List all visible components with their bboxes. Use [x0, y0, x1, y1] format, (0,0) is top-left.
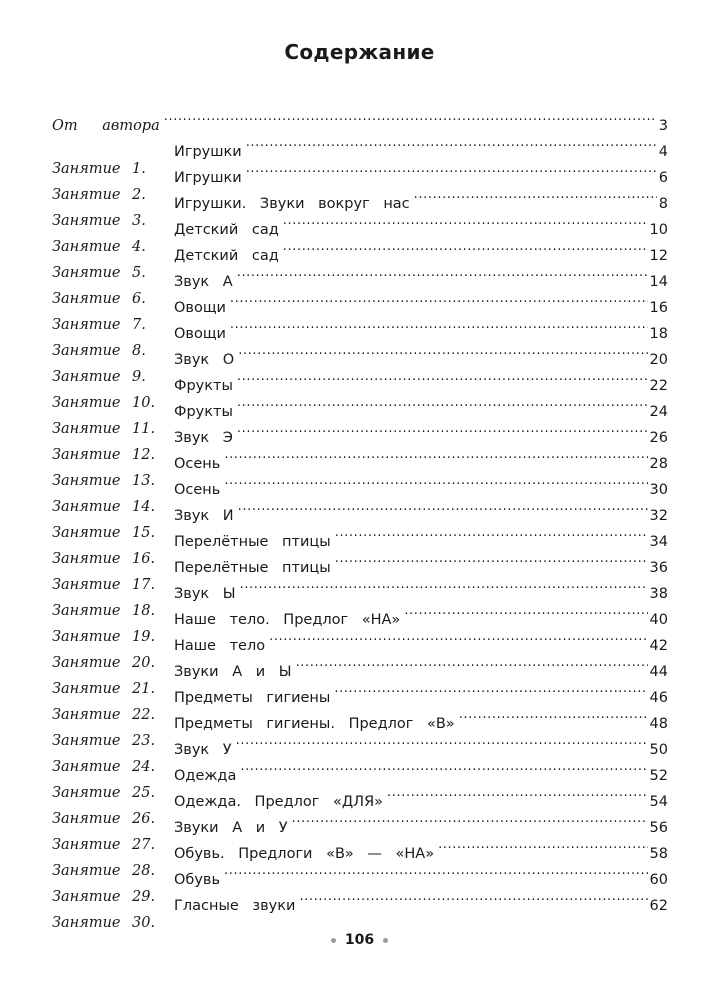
lesson-word: Занятие	[52, 889, 121, 905]
toc-page-number: 52	[649, 768, 668, 784]
lesson-topic: Овощи	[174, 326, 226, 342]
toc-entry[interactable]	[52, 260, 668, 307]
toc-entry[interactable]	[52, 312, 668, 359]
dot-leader	[334, 676, 647, 702]
lesson-number: 24.	[132, 759, 156, 775]
toc-page-number: 38	[649, 586, 668, 602]
lesson-word: Занятие	[52, 499, 121, 515]
toc-entry[interactable]	[52, 832, 668, 879]
toc-entry[interactable]	[52, 546, 668, 593]
dot-leader	[237, 416, 648, 442]
toc-page-number: 60	[649, 872, 668, 888]
lesson-word: Занятие	[52, 473, 121, 489]
lesson-topic: Игрушки	[174, 144, 242, 160]
toc-page-number: 18	[649, 326, 668, 342]
lesson-topic: Игрушки. Звуки вокруг нас	[174, 196, 410, 212]
dot-leader	[240, 572, 648, 598]
lesson-number: 19.	[132, 629, 156, 645]
lesson-topic: Детский сад	[174, 248, 279, 264]
dot-leader	[283, 234, 648, 260]
lesson-word: Занятие	[52, 187, 121, 203]
toc-entry[interactable]	[52, 416, 668, 463]
lesson-word: Занятие	[52, 291, 121, 307]
toc-entry[interactable]	[52, 494, 668, 541]
lesson-word: Занятие	[52, 161, 121, 177]
lesson-topic: Предметы гигиены. Предлог «В»	[174, 716, 455, 732]
toc-entry[interactable]	[52, 598, 668, 645]
lesson-number: 23.	[132, 733, 156, 749]
toc-entry[interactable]	[52, 884, 668, 931]
toc-page-number: 62	[649, 898, 668, 914]
lesson-word: Занятие	[52, 915, 121, 931]
lesson-number: 4.	[132, 239, 146, 255]
dot-leader	[164, 104, 657, 130]
lesson-number: 12.	[132, 447, 156, 463]
dot-leader	[387, 780, 648, 806]
dot-leader	[238, 494, 648, 520]
dot-leader	[335, 520, 648, 546]
toc-page-number: 32	[649, 508, 668, 524]
lesson-number: 22.	[132, 707, 156, 723]
lesson-topic: Звук У	[174, 742, 232, 758]
toc-entry[interactable]	[52, 234, 668, 281]
dot-leader	[246, 130, 657, 156]
lesson-topic: Звук Э	[174, 430, 233, 446]
lesson-number: 29.	[132, 889, 156, 905]
lesson-word: Занятие	[52, 369, 121, 385]
lesson-topic: Перелётные птицы	[174, 534, 331, 550]
toc-entry[interactable]	[52, 468, 668, 515]
lesson-word: Занятие	[52, 395, 121, 411]
dot-leader	[237, 364, 648, 390]
toc-page-number: 6	[658, 170, 668, 186]
toc-page-number: 58	[649, 846, 668, 862]
dot-leader	[230, 286, 648, 312]
dot-leader	[237, 260, 648, 286]
lesson-number: 8.	[132, 343, 146, 359]
dot-leader	[224, 468, 647, 494]
toc-entry[interactable]	[52, 624, 668, 671]
toc-page-number: 54	[649, 794, 668, 810]
toc-page-number: 8	[658, 196, 668, 212]
dot-leader	[299, 884, 647, 910]
lesson-topic: Фрукты	[174, 404, 233, 420]
lesson-number: 20.	[132, 655, 156, 671]
toc-entry[interactable]	[52, 780, 668, 827]
toc-page-number: 24	[649, 404, 668, 420]
toc-page-number: 48	[649, 716, 668, 732]
lesson-word: Занятие	[52, 239, 121, 255]
dot-leader	[236, 728, 648, 754]
dot-leader	[404, 598, 647, 624]
dot-leader	[296, 650, 648, 676]
lesson-topic: Предметы гигиены	[174, 690, 331, 706]
toc-entry[interactable]	[52, 520, 668, 567]
lesson-topic: Звуки А и Ы	[174, 664, 292, 680]
toc-page-number: 36	[649, 560, 668, 576]
footer-page-number: 106	[344, 932, 375, 948]
lesson-topic: Наше тело	[174, 638, 266, 654]
toc-page-number: 26	[649, 430, 668, 446]
toc-page-number: 22	[649, 378, 668, 394]
lesson-topic: Наше тело. Предлог «НА»	[174, 612, 401, 628]
lesson-number: 28.	[132, 863, 156, 879]
toc-entry[interactable]	[52, 728, 668, 775]
footer-dot-left	[331, 938, 336, 943]
dot-leader	[224, 858, 648, 884]
lesson-word: Занятие	[52, 811, 121, 827]
lesson-topic: Осень	[174, 482, 221, 498]
lesson-number: 18.	[132, 603, 156, 619]
lesson-word: Занятие	[52, 421, 121, 437]
lesson-word: Занятие	[52, 733, 121, 749]
table-of-contents	[52, 104, 668, 931]
lesson-topic: Звук Ы	[174, 586, 236, 602]
dot-leader	[230, 312, 648, 338]
lesson-topic: Осень	[174, 456, 221, 472]
dot-leader	[238, 338, 647, 364]
lesson-number: 14.	[132, 499, 156, 515]
lesson-word: Занятие	[52, 655, 121, 671]
toc-page-number: 20	[649, 352, 668, 368]
toc-entry-label: От автора	[52, 118, 160, 134]
lesson-word: Занятие	[52, 603, 121, 619]
toc-entry[interactable]	[52, 338, 668, 385]
toc-page-number: 12	[649, 248, 668, 264]
toc-page-number: 10	[649, 222, 668, 238]
lesson-topic: Одежда. Предлог «ДЛЯ»	[174, 794, 384, 810]
lesson-number: 25.	[132, 785, 156, 801]
toc-page-number: 40	[649, 612, 668, 628]
lesson-number: 27.	[132, 837, 156, 853]
footer-dot-right	[383, 938, 388, 943]
lesson-word: Занятие	[52, 343, 121, 359]
lesson-number: 17.	[132, 577, 156, 593]
lesson-number: 30.	[132, 915, 156, 931]
lesson-topic: Звук О	[174, 352, 235, 368]
toc-entry[interactable]	[52, 858, 668, 905]
toc-page-number: 56	[649, 820, 668, 836]
lesson-number: 10.	[132, 395, 156, 411]
lesson-topic: Одежда	[174, 768, 237, 784]
lesson-topic: Звук И	[174, 508, 234, 524]
dot-leader	[292, 806, 648, 832]
lesson-word: Занятие	[52, 681, 121, 697]
toc-entry[interactable]	[52, 156, 668, 203]
dot-leader	[414, 182, 657, 208]
lesson-number: 11.	[132, 421, 156, 437]
lesson-number: 15.	[132, 525, 156, 541]
lesson-number: 16.	[132, 551, 156, 567]
lesson-word: Занятие	[52, 447, 121, 463]
toc-page-number: 46	[649, 690, 668, 706]
lesson-number: 1.	[132, 161, 146, 177]
lesson-number: 26.	[132, 811, 156, 827]
page-title: Содержание	[284, 40, 435, 64]
lesson-word: Занятие	[52, 213, 121, 229]
lesson-topic: Звук А	[174, 274, 233, 290]
lesson-number: 6.	[132, 291, 146, 307]
toc-page-number: 30	[649, 482, 668, 498]
lesson-topic: Игрушки	[174, 170, 242, 186]
toc-page-number: 42	[649, 638, 668, 654]
toc-entry[interactable]	[52, 286, 668, 333]
toc-entry[interactable]	[52, 364, 668, 411]
dot-leader	[237, 390, 648, 416]
dot-leader	[269, 624, 647, 650]
toc-page-number: 16	[649, 300, 668, 316]
lesson-number: 5.	[132, 265, 146, 281]
toc-entry[interactable]	[52, 390, 668, 437]
lesson-word: Занятие	[52, 707, 121, 723]
lesson-word: Занятие	[52, 863, 121, 879]
lesson-topic: Овощи	[174, 300, 226, 316]
toc-page-number: 14	[649, 274, 668, 290]
toc-entry[interactable]	[52, 572, 668, 619]
dot-leader	[246, 156, 657, 182]
lesson-word: Занятие	[52, 551, 121, 567]
lesson-word: Занятие	[52, 525, 121, 541]
lesson-word: Занятие	[52, 837, 121, 853]
lesson-topic: Звуки А и У	[174, 820, 288, 836]
lesson-number: 7.	[132, 317, 146, 333]
lesson-word: Занятие	[52, 629, 121, 645]
lesson-word: Занятие	[52, 577, 121, 593]
toc-entry[interactable]	[52, 442, 668, 489]
dot-leader	[459, 702, 648, 728]
toc-page-number: 44	[649, 664, 668, 680]
lesson-word: Занятие	[52, 265, 121, 281]
lesson-number: 21.	[132, 681, 156, 697]
toc-entry[interactable]	[52, 702, 668, 749]
toc-entry[interactable]	[52, 806, 668, 853]
toc-page-number: 28	[649, 456, 668, 472]
lesson-topic: Обувь. Предлоги «В» — «НА»	[174, 846, 435, 862]
toc-page-number: 3	[658, 118, 668, 134]
toc-entry[interactable]	[52, 208, 668, 255]
toc-entry[interactable]	[52, 182, 668, 229]
toc-entry-author[interactable]	[52, 104, 668, 134]
lesson-topic: Перелётные птицы	[174, 560, 331, 576]
lesson-topic: Обувь	[174, 872, 221, 888]
toc-page-number: 4	[658, 144, 668, 160]
toc-entry[interactable]	[52, 754, 668, 801]
toc-entry[interactable]	[52, 130, 668, 177]
dot-leader	[224, 442, 647, 468]
toc-entry[interactable]	[52, 676, 668, 723]
lesson-word: Занятие	[52, 785, 121, 801]
lesson-word: Занятие	[52, 759, 121, 775]
toc-page-number: 50	[649, 742, 668, 758]
dot-leader	[283, 208, 648, 234]
lesson-number: 9.	[132, 369, 146, 385]
lesson-topic: Фрукты	[174, 378, 233, 394]
dot-leader	[335, 546, 648, 572]
lesson-topic: Гласные звуки	[174, 898, 296, 914]
toc-page-number: 34	[649, 534, 668, 550]
toc-entry[interactable]	[52, 650, 668, 697]
dot-leader	[240, 754, 647, 780]
lesson-word: Занятие	[52, 317, 121, 333]
dot-leader	[438, 832, 647, 858]
page-footer	[0, 932, 719, 948]
lesson-number: 3.	[132, 213, 146, 229]
lesson-number: 13.	[132, 473, 156, 489]
lesson-number: 2.	[132, 187, 146, 203]
lesson-topic: Детский сад	[174, 222, 279, 238]
